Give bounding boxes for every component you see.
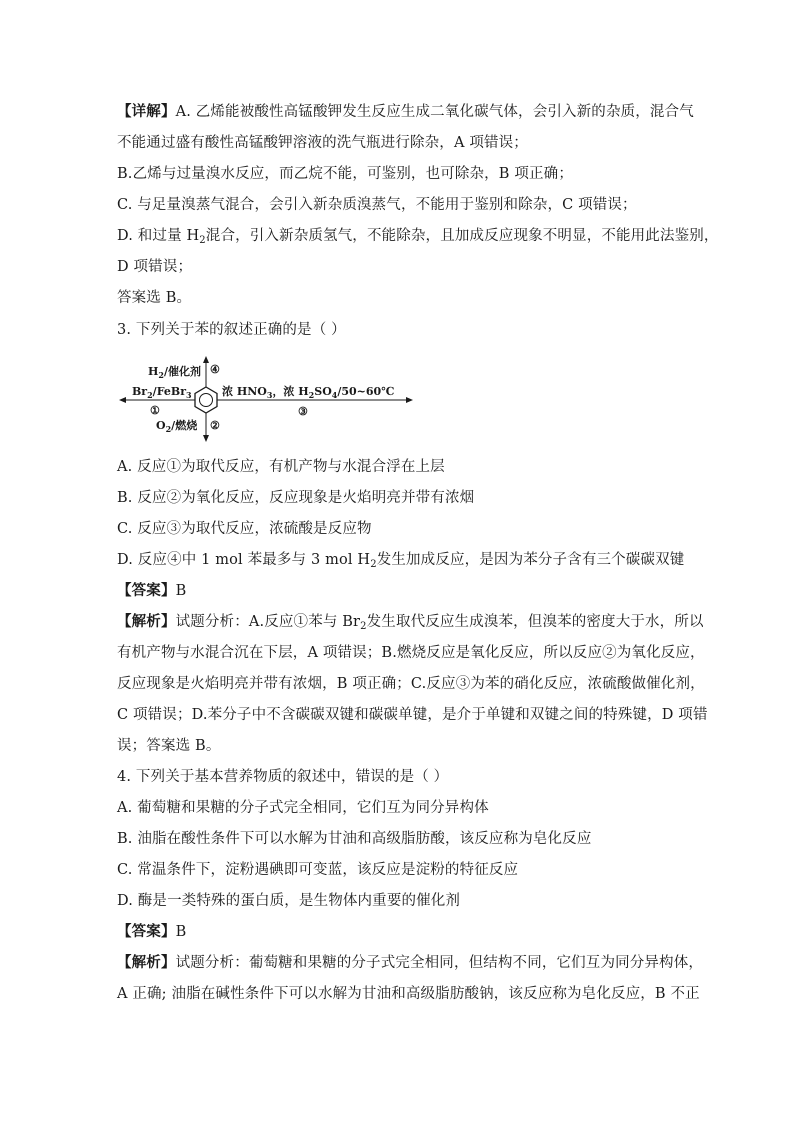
q4-option-b: B. 油脂在酸性条件下可以水解为甘油和高级脂肪酸，该反应称为皂化反应 [117,831,592,847]
q4-analysis-line-2: A 正确; 油脂在碱性条件下可以水解为甘油和高级脂肪酸钠，该反应称为皂化反应，B 不正 [117,986,700,1002]
q4-option-d: D. 酶是一类特殊的蛋白质，是生物体内重要的催化剂 [117,893,461,909]
q3-analysis-line-2: 有机产物与水混合沉在下层，A 项错误；B.燃烧反应是氧化反应，所以反应②为氧化反应， [117,645,705,661]
q3-analysis-line-1: 【解析】试题分析：A.反应①苯与 $Br_2$发生取代反应生成溴苯，但溴苯的密度大于水，所以 [117,613,704,632]
q3-option-c: C. 反应③为取代反应，浓硫酸是反应物 [117,521,372,537]
arrow-up-head [203,356,209,363]
q3-answer: 【答案】B [117,582,187,599]
q4-option-a: A. 葡萄糖和果糖的分子式完全相同，它们互为同分异构体 [117,800,489,816]
detail-tag: 【详解】 [117,103,176,120]
detail-line-6: D 项错误； [117,259,193,275]
analysis-tag: 【解析】 [117,613,176,630]
q3-analysis-line-4: C 项错误；D.苯分子中不含碳碳双键和碳碳单键，是介于单键和双键之间的特殊键，D 项错 [117,707,708,723]
detail-line-5: D. 和过量 $H_2$混合，引入新杂质氢气，不能除杂，且加成反应现象不明显，不能用此法鉴别， [117,228,719,246]
q3-option-d: D. 反应④中 1 mol 苯最多与 3 mol $H_2$发生加成反应，是因为苯分子含有三个碳碳双键 [117,552,685,570]
q3-analysis-line-5: 误；答案选 B。 [117,738,221,754]
label-left: $Br_2/FeBr_3$ [132,385,192,400]
label-bottom: $O_2/$燃烧 [156,419,198,434]
detail-line-4: C. 与足量溴蒸气混合，会引入新杂质溴蒸气，不能用于鉴别和除杂，C 项错误； [117,197,637,213]
detail-line-2: 不能通过盛有酸性高锰酸钾溶液的洗气瓶进行除杂，A 项错误； [117,135,528,151]
q3-stem: 3. 下列关于苯的叙述正确的是（ ） [117,322,346,338]
arrow-right-head [406,397,413,403]
answer-tag: 【答案】 [117,923,176,940]
benzene-ring-icon [195,387,217,413]
q3-option-b: B. 反应②为氧化反应，反应现象是火焰明亮并带有浓烟 [117,490,475,506]
detail-line-1: 【详解】A. 乙烯能被酸性高锰酸钾发生反应生成二氧化碳气体，会引入新的杂质，混合气 [117,103,694,120]
label-right: 浓 $HNO_3$，浓 $H_2SO_4/50\sim 60℃$ [222,385,395,400]
q4-analysis-line-1: 【解析】试题分析：葡萄糖和果糖的分子式完全相同，但结构不同，它们互为同分异构体， [117,954,704,971]
q3-option-a: A. 反应①为取代反应，有机产物与水混合浮在上层 [117,459,445,475]
detail-line-7: 答案选 B。 [117,290,192,306]
analysis-tag: 【解析】 [117,954,176,971]
arrow-down-head [203,435,209,442]
answer-tag: 【答案】 [117,582,176,599]
benzene-reaction-diagram [118,355,418,445]
detail-line-3: B.乙烯与过量溴水反应，而乙烷不能，可鉴别，也可除杂，B 项正确； [117,166,573,182]
q4-answer: 【答案】B [117,923,187,940]
q4-stem: 4. 下列关于基本营养物质的叙述中，错误的是（ ） [117,769,449,785]
label-top-num: ④ [210,363,220,376]
q4-option-c: C. 常温条件下，淀粉遇碘即可变蓝，该反应是淀粉的特征反应 [117,862,519,878]
label-right-num: ③ [298,405,308,418]
q3-analysis-line-3: 反应现象是火焰明亮并带有浓烟，B 项正确；C.反应③为苯的硝化反应，浓硫酸做催化剂， [117,676,705,692]
label-bottom-num: ② [210,419,220,432]
arrow-left-head [119,397,126,403]
label-top: $H_2/$催化剂 [148,365,202,380]
label-left-num: ① [150,404,160,417]
